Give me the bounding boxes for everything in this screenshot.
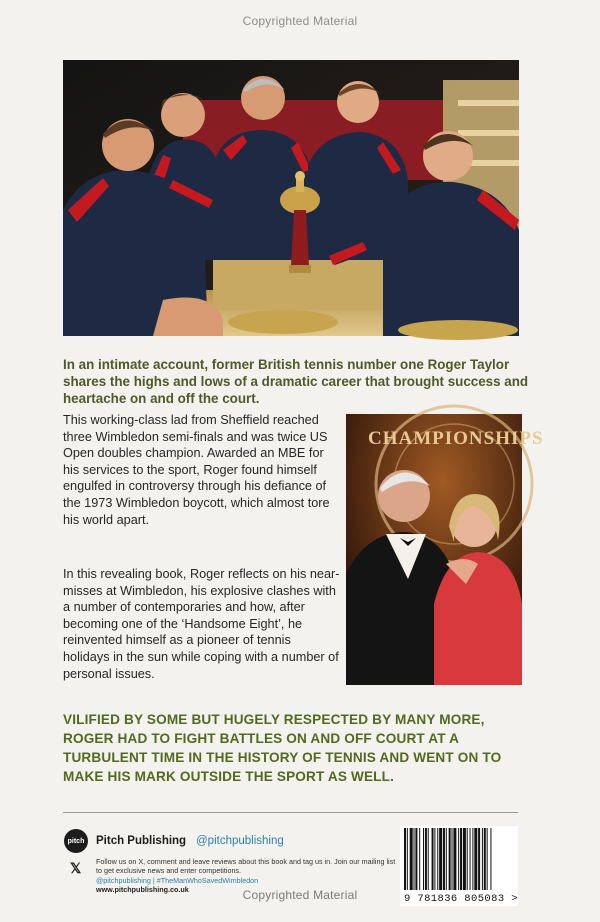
barcode-bar [432,828,434,890]
couple-photo-illustration [346,414,544,685]
barcode-bar [407,828,408,890]
isbn-number: 9 781836 805083 > [404,893,518,905]
barcode-bar [439,828,442,890]
barcode-bar [449,828,451,890]
body-paragraph-2: In this revealing book, Roger reflects on his near-misses at Wimbledon, his explosive clashes with a number of contemporaries and how, after becoming one of the ‘Handsome Eight’, he reinvented himself as a pioneer of tennis holidays in the sun while coping with a number of personal issues. [63,567,340,681]
intro-blurb: In an intimate account, former British tennis number one Roger Taylor shares the highs and lows of a dramatic career that brought success and heartache on and off the court. [63,357,529,406]
barcode-bar [467,828,468,890]
barcode-bar [487,828,488,890]
website-link[interactable]: www.pitchpublishing.co.uk [96,884,189,894]
barcode-bar [452,828,453,890]
social-text: Follow us on X, comment and leave reviews about this book and tag us in. Join our mailing list to get exclusive news and enter competitions. [96,857,396,876]
barcode-bar [415,828,417,890]
barcode-bar [434,828,435,890]
social-links[interactable]: @pitchpublishing | #TheManWhoSavedWimbledon [96,875,259,885]
barcode-bar [428,828,429,890]
divider [63,812,518,813]
publisher-name: Pitch Publishing [96,835,187,847]
barcode-bar [458,828,459,890]
barcode-bar [490,828,491,890]
copyright-watermark-top: Copyrighted Material [242,14,358,28]
barcode-bar [443,828,445,890]
barcode-bar [437,828,438,890]
barcode-bar [404,828,406,890]
pitch-logo-icon: pitch [64,829,88,853]
barcode-bar [470,828,471,890]
barcode-bar [410,828,413,890]
barcode-bar [463,828,466,890]
x-social-icon[interactable]: 𝕏 [70,860,82,876]
team-photo [63,60,519,336]
barcode-bar [425,828,427,890]
barcode-bar [414,828,415,890]
body-paragraph-1: This working-class lad from Sheffield reached three Wimbledon semi-finals and was twice US Open doubles champion. Awarded an MBE for his services to the sport, Roger found himself engulfed in controversy through his defiance of the 1973 Wimbledon boycott, which almost tore his world apart. [63,413,330,527]
barcode-bar [482,828,483,890]
barcode-bar [419,828,420,890]
publisher-handle-link[interactable]: @pitchpublishing [196,835,284,847]
barcode-bar [474,828,477,890]
barcode-bar [446,828,447,890]
couple-photo [346,414,544,685]
barcode-bar [453,828,456,890]
tagline: VILIFIED BY SOME BUT HUGELY RESPECTED BY MANY MORE, ROGER HAD TO FIGHT BATTLES ON AND OFF COURT AT A TURBULENT TIME IN THE HISTORY OF TENNIS AND WENT ON TO MAKE HIS MARK OUTSIDE THE SPORT AS WELL. [63,712,502,784]
championships-sign: CHAMPIONSHIPS [368,428,544,449]
barcode-bar [472,828,473,890]
barcode-bar [460,828,462,890]
team-photo-illustration [63,60,519,336]
barcode-bar [484,828,486,890]
barcode-bar [423,828,424,890]
copyright-watermark-bottom: Copyrighted Material [242,888,358,902]
barcode-bars [400,826,518,892]
barcode-bar [478,828,480,890]
